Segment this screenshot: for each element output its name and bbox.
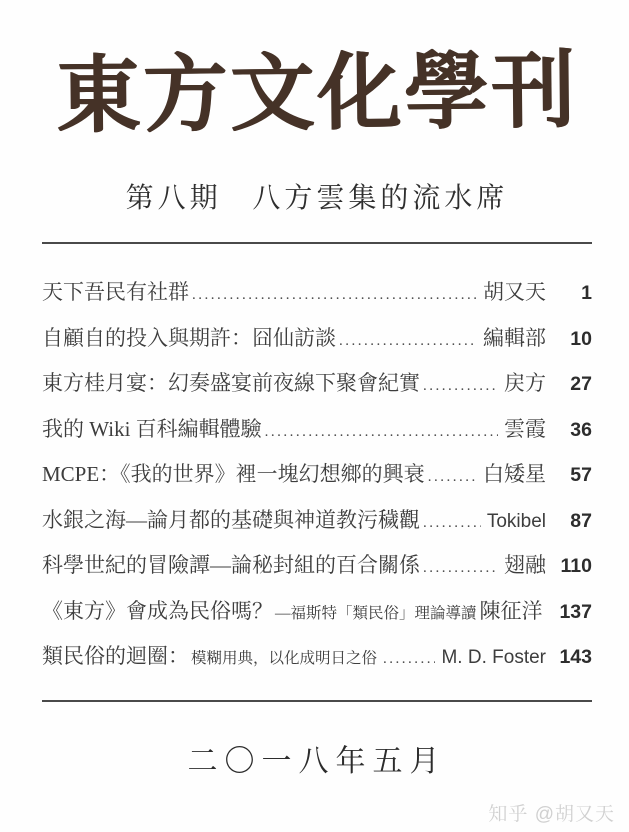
toc-entry-page: 137 <box>559 600 592 623</box>
toc-entry-title: 天下吾民有社群 <box>42 280 189 304</box>
toc-entry-page: 57 <box>570 464 592 486</box>
toc-entry-subtitle: —福斯特「類民俗」理論導讀 <box>275 604 477 622</box>
toc-entry-page: 36 <box>570 418 592 441</box>
toc-entry-page: 1 <box>581 282 592 304</box>
toc-entry-title: 科學世紀的冒險譚—論秘封組的百合關係 <box>42 553 420 577</box>
toc-entry <box>42 367 592 413</box>
toc-entry <box>42 276 592 322</box>
issue-line <box>42 176 592 216</box>
issue-number: 第八期 <box>125 183 222 214</box>
toc-entry <box>42 549 592 595</box>
toc-entry-title: 我的 Wiki 百科編輯體驗 <box>42 416 262 441</box>
toc-entry-page: 10 <box>570 327 592 350</box>
toc-entry-author: Tokibel <box>486 510 546 532</box>
toc-entry-title: 自顧自的投入與期許：囧仙訪談 <box>42 325 336 350</box>
toc-entry <box>42 458 592 504</box>
toc-entry <box>42 595 592 641</box>
dot-leader <box>428 462 477 487</box>
publication-date: 二〇一八年五月 <box>187 744 447 778</box>
toc-entry-author: 白矮星 <box>483 462 546 486</box>
toc-entry-page: 110 <box>560 555 592 577</box>
toc-entry-subtitle: 模糊用典，以化成明日之俗 <box>191 650 378 667</box>
toc-entry-title: 類民俗的迴圈： <box>42 644 189 668</box>
toc-entry <box>42 413 592 459</box>
toc-entry <box>42 504 592 550</box>
dot-leader <box>423 371 498 396</box>
toc-entry-page: 143 <box>559 646 592 668</box>
divider-top <box>42 242 592 244</box>
toc-entry-page: 27 <box>570 373 592 395</box>
toc-entry-title: 《東方》會成為民俗嗎？ <box>42 598 273 623</box>
dot-leader <box>383 644 435 669</box>
dot-leader <box>265 417 498 442</box>
toc-entry-author: 編輯部 <box>483 325 546 350</box>
dot-leader <box>423 553 498 578</box>
toc-entry-author: 陳征洋 <box>479 598 543 623</box>
zhihu-watermark: 知乎 @胡又天 <box>488 804 615 825</box>
toc-entry-author: 胡又天 <box>483 280 546 304</box>
toc-entry-title: 東方桂月宴：幻奏盛宴前夜線下聚會紀實 <box>42 371 420 395</box>
toc-entry <box>42 322 592 368</box>
toc-entry-author: 戻方 <box>504 371 546 395</box>
toc-entry-page: 87 <box>570 509 592 532</box>
journal-title: 東方文化學刊 <box>55 45 579 144</box>
toc-entry-author: 翅融 <box>504 553 546 577</box>
toc-entry-title: 水銀之海—論月都的基礎與神道教污穢觀 <box>42 507 420 532</box>
dot-leader <box>423 508 481 533</box>
toc-entry-author: M. D. Foster <box>441 647 546 668</box>
toc-entry-title: MCPE：《我的世界》裡一塊幻想鄉的興衰 <box>42 462 425 486</box>
dot-leader <box>339 326 477 351</box>
toc-list <box>42 276 592 686</box>
issue-title: 八方雲集的流水席 <box>252 183 509 214</box>
dot-leader <box>192 280 477 305</box>
toc-entry-author: 雲霞 <box>504 416 546 441</box>
divider-bottom <box>42 700 592 702</box>
toc-entry <box>42 640 592 686</box>
